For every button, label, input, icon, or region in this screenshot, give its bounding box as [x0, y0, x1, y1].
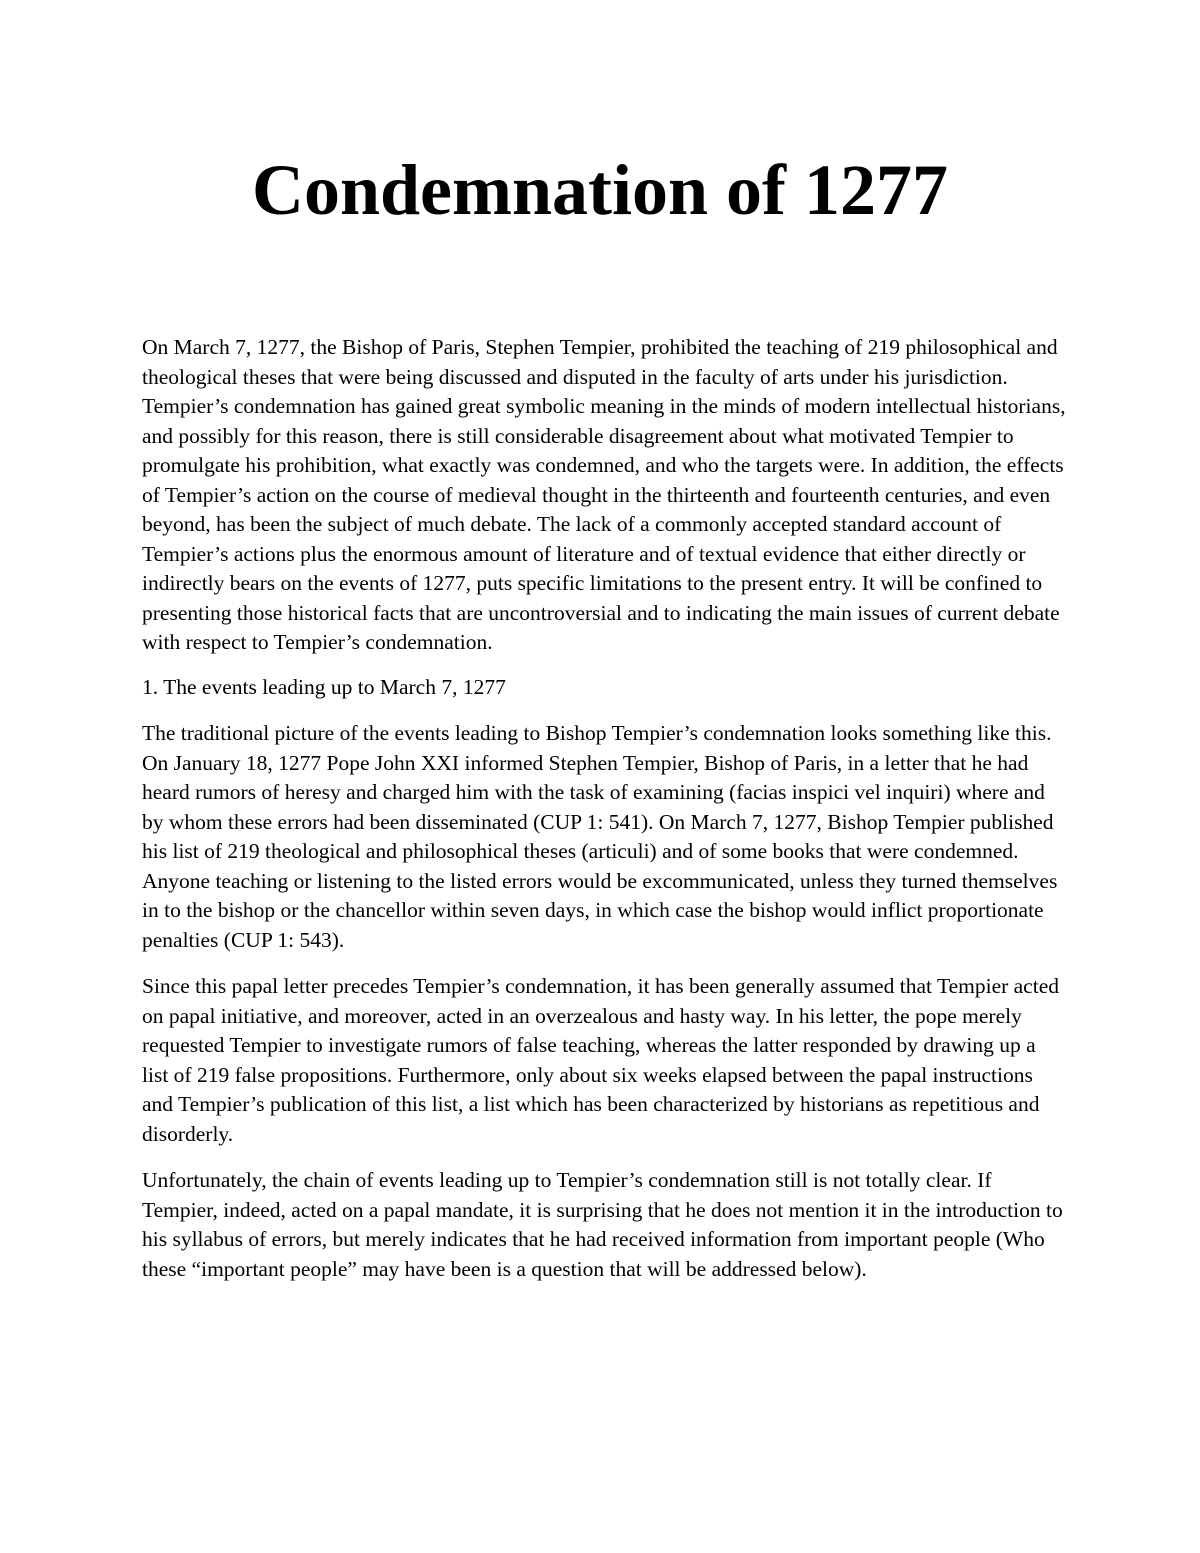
body-paragraph: Since this papal letter precedes Tempier’s condemnation, it has been generally assumed that Tempier acted on papal initiative, and moreover, acted in an overzealous and hasty way. In his letter, the pope merely requested Tempier to investigate rumors of false teaching, whereas the latter responded by drawing up a list of 219 false propositions. Furthermore, only about six weeks elapsed between the papal instructions and Tempier’s publication of this list, a list which has been characterized by historians as repetitious and disorderly. [142, 974, 1059, 1146]
section-heading: 1. The events leading up to March 7, 1277 [142, 674, 506, 699]
body-paragraph: Unfortunately, the chain of events leading up to Tempier’s condemnation still is not totally clear. If Tempier, indeed, acted on a papal mandate, it is surprising that he does not mention it in the introduction to his syllabus of errors, but merely indicates that he had received information from important people (Who these “important people” may have been is a question that will be addressed below). [142, 1168, 1063, 1281]
intro-paragraph: On March 7, 1277, the Bishop of Paris, Stephen Tempier, prohibited the teaching of 219 philosophical and theological theses that were being discussed and disputed in the faculty of arts under his jurisdiction. Tempier’s condemnation has gained great symbolic meaning in the minds of modern intellectual historians, and possibly for this reason, there is still considerable disagreement about what motivated Tempier to promulgate his prohibition, what exactly was condemned, and who the targets were. In addition, the effects of Tempier’s action on the course of medieval thought in the thirteenth and fourteenth centuries, and even beyond, has been the subject of much debate. The lack of a commonly accepted standard account of Tempier’s actions plus the enormous amount of literature and of textual evidence that either directly or indirectly bears on the events of 1277, puts specific limitations to the present entry. It will be confined to presenting those historical facts that are uncontroversial and to indicating the main issues of current debate with respect to Tempier’s condemnation. [142, 335, 1066, 654]
body-paragraph: The traditional picture of the events leading to Bishop Tempier’s condemnation looks something like this. On January 18, 1277 Pope John XXI informed Stephen Tempier, Bishop of Paris, in a letter that he had heard rumors of heresy and charged him with the task of examining (facias inspici vel inquiri) where and by whom these errors had been disseminated (CUP 1: 541). On March 7, 1277, Bishop Tempier published his list of 219 theological and philosophical theses (articuli) and of some books that were condemned. Anyone teaching or listening to the listed errors would be excommunicated, unless they turned themselves in to the bishop or the chancellor within seven days, in which case the bishop would inflict proportionate penalties (CUP 1: 543). [142, 721, 1058, 952]
document-body [142, 333, 1067, 1301]
document-title: Condemnation of 1277 [251, 150, 949, 230]
